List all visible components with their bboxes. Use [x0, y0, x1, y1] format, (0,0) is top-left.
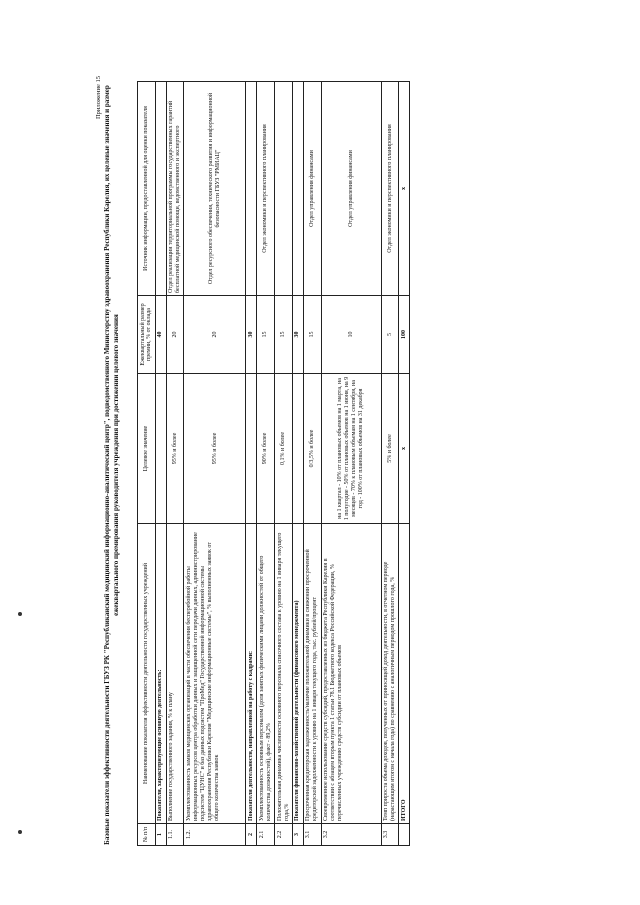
cell-target: 5% и более [381, 374, 399, 524]
cell-name: Положительная динамика численности основного персонала списочного состава к уровню на 1 января текущего года,% [275, 524, 293, 824]
cell-name: Укомплектованность основным персоналом (доля занятых физическими лицами должностей от общего количества должностей), факт - 89,2% [257, 524, 275, 824]
cell-target: 95% и более [184, 374, 246, 524]
table-row [275, 82, 293, 846]
cell-num: 3.2 [321, 824, 381, 846]
table-row [257, 82, 275, 846]
cell-source: Отдел ресурсного обеспечения, технического развития и информационной безопасности ГБУЗ "РМИАЦ" [184, 82, 246, 296]
header-source: Источник информации, предоставленной для оценки показателя [138, 82, 156, 296]
cell-bonus: 40 [155, 296, 166, 374]
cell-target [292, 374, 303, 524]
cell-target [246, 374, 257, 524]
cell-target: x [399, 374, 410, 524]
cell-name: Темп прироста объема доходов, полученных от приносящей доход деятельности, в отчетном периоде (нарастающим итогом с начала года) по сравнению с аналогичным периодом прошлого года, % [381, 524, 399, 824]
cell-target: 0/3,5% и более [303, 374, 321, 524]
cell-num: 1.2. [184, 824, 246, 846]
cell-target: 90% и более [257, 374, 275, 524]
header-num: № п/п [138, 824, 156, 846]
table-row [155, 82, 166, 846]
scan-dot [18, 612, 22, 616]
cell-bonus: 30 [292, 296, 303, 374]
indicators-table [137, 81, 410, 846]
cell-target: 0,1% и более [275, 374, 293, 524]
cell-target [155, 374, 166, 524]
cell-num: 3.3 [381, 824, 399, 846]
table-row [381, 82, 399, 846]
cell-bonus: 10 [321, 296, 381, 374]
cell-bonus: 20 [166, 296, 184, 374]
cell-name: ИТОГО [399, 524, 410, 824]
header-target: Целевое значение [138, 374, 156, 524]
cell-num: 3 [292, 824, 303, 846]
cell-source: Отдел управления финансами [303, 82, 321, 296]
cell-source: x [399, 82, 410, 296]
scan-dot [18, 830, 22, 834]
cell-num: 2.2 [275, 824, 293, 846]
cell-num: 3.1 [303, 824, 321, 846]
cell-source [292, 82, 303, 296]
table-header [138, 82, 156, 846]
cell-source: Отдел управления финансами [321, 82, 381, 296]
table-row [292, 82, 303, 846]
cell-name: Показатели, характеризующие основную деятельность: [155, 524, 166, 824]
table-row [303, 82, 321, 846]
cell-bonus: 15 [275, 296, 293, 374]
cell-source [275, 82, 293, 296]
table-row [166, 82, 184, 846]
table-row [184, 82, 246, 846]
document-title: Базовые показатели эффективности деятельности ГБУЗ РК "Республиканский медицинский информационно-аналитический центр", подведомственного Министерству здравоохранения Республики Карелия, их целевые значения и размер ежеквартального премирования руководителя учреждения при достижении целевого значения [103, 85, 120, 845]
cell-name: Показатели финансово-хозяйственной деятельности (финансового менеджмента) [292, 524, 303, 824]
rotated-page [95, 70, 635, 860]
cell-bonus: 20 [184, 296, 246, 374]
cell-bonus: 15 [303, 296, 321, 374]
cell-source: Отдел экономики и перспективного планирования [381, 82, 399, 296]
total-row [399, 82, 410, 846]
cell-bonus: 30 [246, 296, 257, 374]
cell-num: 2.1 [257, 824, 275, 846]
cell-num: 1.1. [166, 824, 184, 846]
cell-target: 95% и более [166, 374, 184, 524]
cell-source [155, 82, 166, 296]
cell-source: Отдел реализации территориальной программы государственных гарантий бесплатной медицинской помощи, ведомственного и экспертного [166, 82, 184, 296]
table-row [246, 82, 257, 846]
cell-source: Отдел экономики и перспективного планирования [257, 82, 275, 296]
cell-num: 2 [246, 824, 257, 846]
cell-name: Просроченная кредиторская задолженность/наличие положительной динамики в снижении просроченной кредиторской задолженности к уровню на 1 января текущего года, тыс. рублей/процент [303, 524, 321, 824]
appendix-label: Приложение 15 [95, 76, 102, 120]
cell-bonus: 15 [257, 296, 275, 374]
cell-name: Выполнение государственного задания, % к плану [166, 524, 184, 824]
cell-target: на 1 квартал - 10% от плановых объемов на 1 марта, на 1 полугодие - 50% от плановых объемов на 1 июня, на 9 месяцев - 70% к плановым объемам на 1 сентября, на год - 100% от плановых объемов на 31 декабря [321, 374, 381, 524]
cell-name: Своевременное использование средств субсидий, предоставленных из бюджета Республики Карелия в соответствии с абзацем вторым пункта 1 статьи 78.1 Бюджетного кодекса Российской Федерации, % перечисленных учреждению средств субсидии от плановых объемов [321, 524, 381, 824]
cell-bonus: 5 [381, 296, 399, 374]
header-bonus: Ежеквартальный размер премии, % от оклада [138, 296, 156, 374]
cell-name: Показатели деятельности, направленной на работу с кадрами: [246, 524, 257, 824]
table-row [321, 82, 381, 846]
cell-bonus: 100 [399, 296, 410, 374]
cell-num: 1 [155, 824, 166, 846]
cell-num [399, 824, 410, 846]
cell-name: Укомплектованность замков медицинских организаций в части обеспечения бесперебойной работы информационных ресурсов центра обработки данных и защищенной сети передачи данных, администрирование подсистем "ЦУНС" и баз данных подсистем "ПроМед" Государственной информационной системы здравоохранения Республики Карелия "Медицинские информационные системы", % выполненных заявок от общего количества заявок [184, 524, 246, 824]
cell-source [246, 82, 257, 296]
header-name: Наименование показателя эффективности деятельности государственных учреждений [138, 524, 156, 824]
